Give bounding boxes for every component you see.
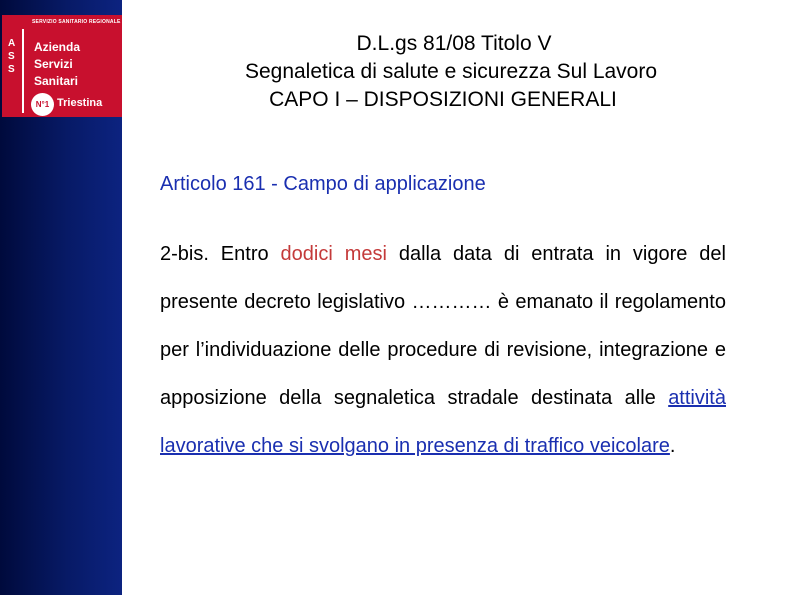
logo-word: Azienda — [34, 40, 81, 54]
paragraph-start: 2-bis. Entro — [160, 243, 281, 265]
paragraph-middle: dalla data di entrata in vigore del presente decreto legislativo ………… è emanato il regolamento per l’individuazione delle procedure di revisione, integrazione e apposizione della segnaletica stradale destinata alle — [160, 243, 726, 409]
activities-link[interactable]: attività lavorative che si svolgano in presenza di traffico veicolare — [160, 387, 726, 457]
header-line-2: Segnaletica di salute e sicurezza Sul Lavoro — [244, 60, 658, 83]
organization-logo — [2, 15, 122, 117]
header-line-3: CAPO I – DISPOSIZIONI GENERALI — [269, 88, 617, 111]
paragraph-end: . — [669, 435, 676, 457]
logo-city: Triestina — [57, 97, 103, 109]
article-paragraph — [160, 230, 726, 470]
logo-divider — [22, 29, 24, 113]
logo-words — [34, 39, 80, 90]
logo-letter: S — [8, 51, 15, 62]
logo-badge: N°1 — [31, 93, 54, 116]
logo-word: Sanitari — [34, 74, 79, 88]
logo-letter: A — [8, 38, 16, 49]
article-title: Articolo 161 - Campo di applicazione — [160, 173, 486, 195]
logo-letter: S — [8, 64, 15, 75]
logo-letters — [8, 37, 18, 76]
logo-top-text: SERVIZIO SANITARIO REGIONALE — [32, 19, 121, 25]
header-line-1: D.L.gs 81/08 Titolo V — [356, 32, 552, 55]
sidebar-band — [0, 0, 122, 595]
highlighted-deadline: dodici mesi — [280, 243, 387, 265]
logo-word: Servizi — [34, 57, 73, 71]
slide-header — [130, 30, 770, 114]
